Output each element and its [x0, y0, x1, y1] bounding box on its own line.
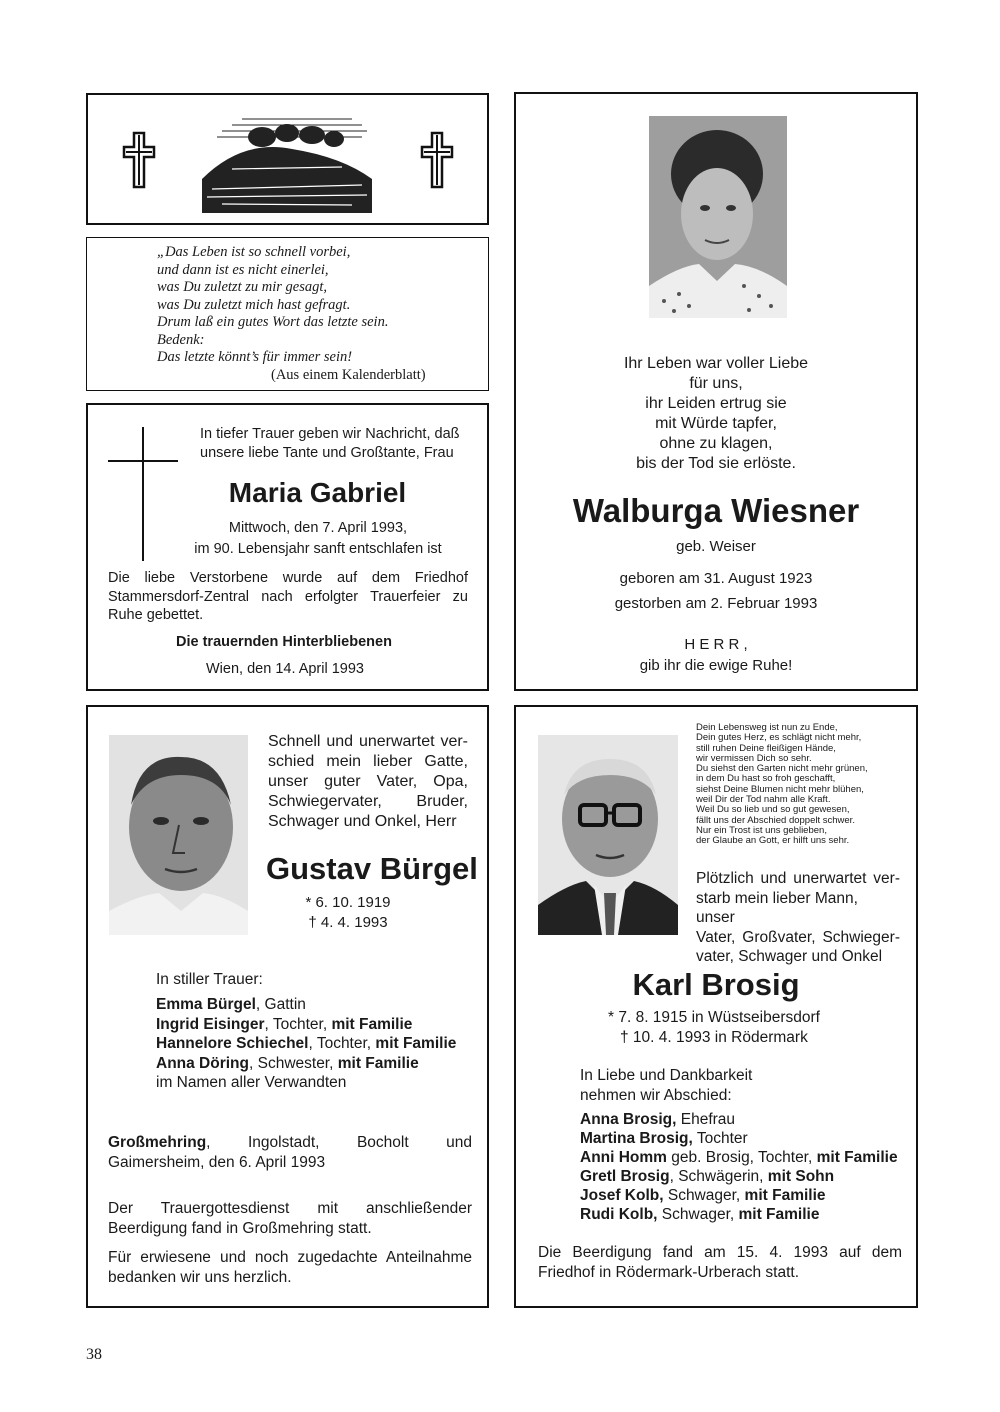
- thanks-text: Für erwiesene und noch zugedachte Anteilnahme bedanken wir uns herzlich.: [108, 1249, 472, 1286]
- mourner-relation: , Tochter,: [308, 1035, 376, 1052]
- mourners-list: [580, 1110, 898, 1224]
- poem-line: in dem Du hast so froh geschafft,: [696, 773, 836, 785]
- place-name: Großmehring: [108, 1134, 207, 1151]
- mourner-extra: mit Sohn: [767, 1168, 835, 1185]
- birth-date: geboren am 31. August 1923: [619, 570, 813, 587]
- brosig-dates: [608, 1008, 820, 1048]
- wiesner-verse: [516, 354, 916, 474]
- mourner-relation: Tochter: [692, 1130, 748, 1147]
- mourner-row: [580, 1186, 898, 1205]
- mourner-name: Anni Homm: [580, 1149, 667, 1166]
- maiden-name: geb. Weiser: [676, 538, 756, 555]
- portrait-image: [649, 116, 787, 318]
- mourner-extra: mit Familie: [738, 1206, 820, 1223]
- cross-icon: [420, 131, 454, 189]
- verse-line: ohne zu klagen,: [659, 435, 773, 452]
- mourner-name: Josef Kolb,: [580, 1187, 664, 1204]
- poem-line: Du siehst den Garten nicht mehr grünen,: [696, 763, 868, 775]
- intro-line: vater, Schwager und Onkel: [696, 948, 883, 965]
- mourning-title: In stiller Trauer:: [156, 971, 263, 988]
- place-rest: , Ingolstadt, Bocholt und Gaimersheim, den 6. April 1993: [108, 1134, 472, 1171]
- farewell: [580, 1066, 752, 1105]
- verse-line: mit Würde tapfer,: [655, 415, 777, 432]
- landscape-engraving: [202, 109, 372, 213]
- death-date: † 10. 4. 1993 in Rödermark: [620, 1029, 808, 1046]
- intro-line: Vater, Großvater, Schwieger-: [696, 928, 900, 946]
- prayer-line: H E R R ,: [684, 636, 748, 653]
- death-date: gestorben am 2. Februar 1993: [614, 595, 818, 612]
- mourner-relation: Schwager,: [657, 1206, 739, 1223]
- cross-horizontal-line: [108, 460, 178, 462]
- mourner-row: [156, 1054, 456, 1074]
- poem-line: und dann ist es nicht einerlei,: [157, 261, 329, 278]
- mourner-extra: mit Familie: [744, 1187, 826, 1204]
- mourner-name: Gretl Brosig: [580, 1168, 670, 1185]
- mourner-row: [580, 1205, 898, 1224]
- poem-text: [157, 244, 388, 367]
- mourner-name: Emma Bürgel: [156, 996, 256, 1013]
- poem-line: Dein gutes Herz, es schlägt nicht mehr,: [696, 732, 862, 744]
- place-date: Wien, den 14. April 1993: [206, 661, 364, 677]
- mourner-row: [580, 1167, 898, 1186]
- mourner-row: [156, 1015, 456, 1035]
- date-line: im 90. Lebensjahr sanft entschlafen ist: [194, 541, 442, 557]
- intro-line: starb mein lieber Mann, unser: [696, 889, 858, 926]
- poem-line: fällt uns der Abschied doppelt schwer.: [696, 814, 855, 826]
- intro-line: Schnell und unerwartet ver-: [268, 733, 468, 750]
- portrait-photo: [109, 735, 248, 935]
- header-box: [86, 93, 489, 225]
- buergel-intro: [268, 732, 468, 832]
- mourner-relation: , Schwägerin,: [669, 1168, 768, 1185]
- mourners-list: [156, 995, 456, 1093]
- mourner-name: Ingrid Eisinger: [156, 1015, 265, 1033]
- poem-line: Dein Lebensweg ist nun zu Ende,: [696, 722, 838, 733]
- intro-line: Schwager und Onkel, Herr: [268, 813, 457, 830]
- mourner-relation: , Tochter,: [264, 1015, 332, 1033]
- intro-line: In tiefer Trauer geben wir Nachricht, daß: [200, 426, 460, 442]
- deceased-name: Gustav Bürgel: [266, 851, 478, 886]
- relatives-line: im Namen aller Verwandten: [156, 1074, 347, 1091]
- brosig-poem: [696, 723, 868, 847]
- mourner-name: Anna Döring: [156, 1054, 249, 1072]
- farewell-line: nehmen wir Abschied:: [580, 1086, 732, 1104]
- mourner-relation: Ehefrau: [676, 1111, 736, 1128]
- poem-line: weil Dir der Tod nahm alle Kraft.: [696, 794, 831, 806]
- poem-line: Nur ein Trost ist uns geblieben,: [696, 824, 827, 836]
- mourner-row: [580, 1148, 898, 1167]
- mourner-name: Hannelore Schiechel: [156, 1035, 309, 1052]
- poem-line: still ruhen Deine fleißigen Hände,: [696, 742, 836, 754]
- mourner-name: Rudi Kolb,: [580, 1206, 658, 1223]
- verse-line: für uns,: [689, 375, 743, 392]
- obituary-buergel: [86, 705, 489, 1308]
- deceased-name: Maria Gabriel: [228, 477, 407, 508]
- mourner-extra: mit Familie: [375, 1035, 457, 1052]
- death-date: † 4. 4. 1993: [308, 914, 388, 931]
- poem-line: was Du zuletzt mich hast gefragt.: [157, 296, 351, 313]
- poem-line: Das letzte könnt’s für immer sein!: [157, 349, 353, 365]
- portrait-photo: [538, 735, 678, 935]
- poem-line: der Glaube an Gott, er hilft uns sehr.: [696, 835, 850, 847]
- buergel-dates: [288, 893, 408, 933]
- mourner-name: Martina Brosig,: [580, 1130, 693, 1147]
- mourner-relation: , Schwester,: [249, 1054, 338, 1072]
- poem-source: (Aus einem Kalenderblatt): [271, 367, 426, 383]
- intro-line: Schwiegervater, Bruder,: [268, 793, 468, 810]
- prayer: [516, 634, 916, 676]
- mourner-extra: mit Familie: [331, 1015, 413, 1033]
- intro-line: unser guter Vater, Opa,: [268, 773, 468, 790]
- poem-box: [86, 237, 489, 391]
- mourner-row: [580, 1110, 898, 1129]
- mourner-extra: mit Familie: [816, 1149, 898, 1166]
- intro-line: schied mein lieber Gatte,: [268, 753, 468, 770]
- birth-date: * 6. 10. 1919: [305, 894, 391, 911]
- burial-text: Die liebe Verstorbene wurde auf dem Friedhof Stammersdorf-Zentral nach erfolgter Trauerfeier zu Ruhe gebettet.: [108, 570, 468, 623]
- mourner-row: [580, 1129, 898, 1148]
- brosig-intro: [696, 869, 900, 967]
- poem-line: wir vermissen Dich so sehr.: [696, 752, 812, 764]
- page-number: 38: [86, 1346, 102, 1363]
- verse-line: bis der Tod sie erlöste.: [636, 455, 796, 472]
- mourner-row: [156, 1034, 456, 1054]
- mourner-name: Anna Brosig,: [580, 1111, 677, 1128]
- deceased-name: Walburga Wiesner: [572, 492, 860, 529]
- poem-line: siehst Deine Blumen nicht mehr blühen,: [696, 783, 864, 795]
- burial-text: Die Beerdigung fand am 15. 4. 1993 auf dem Friedhof in Rödermark-Urberach statt.: [538, 1244, 902, 1281]
- place-date: [108, 1133, 472, 1173]
- portrait-image: [538, 735, 678, 935]
- portrait-photo: [649, 116, 787, 318]
- intro-line: Plötzlich und unerwartet ver-: [696, 870, 900, 887]
- mourner-extra: mit Familie: [337, 1054, 419, 1072]
- service-text: Der Trauergottesdienst mit anschließender Beerdigung fand in Großmehring statt.: [108, 1200, 472, 1237]
- mourner-row: [156, 995, 456, 1015]
- portrait-image: [109, 735, 248, 935]
- mourner-relation: Schwager,: [663, 1187, 745, 1204]
- obituary-wiesner: [514, 92, 918, 691]
- deceased-name: Karl Brosig: [632, 967, 800, 1002]
- mourner-relation: , Gattin: [255, 996, 306, 1013]
- prayer-line: gib ihr die ewige Ruhe!: [639, 657, 793, 674]
- birth-date: * 7. 8. 1915 in Wüstseibersdorf: [608, 1009, 820, 1026]
- poem-line: Drum laß ein gutes Wort das letzte sein.: [157, 314, 389, 330]
- poem-line: was Du zuletzt zu mir gesagt,: [157, 279, 327, 295]
- poem-line: Weil Du so lieb und so gut gewesen,: [696, 804, 850, 816]
- farewell-line: In Liebe und Dankbarkeit: [580, 1067, 753, 1084]
- gabriel-intro: [200, 425, 460, 463]
- cross-icon: [122, 131, 156, 189]
- intro-line: unsere liebe Tante und Großtante, Frau: [200, 445, 454, 461]
- poem-line: „Das Leben ist so schnell vorbei,: [157, 244, 351, 260]
- mourners-line: Die trauernden Hinterbliebenen: [176, 634, 392, 650]
- cross-vertical-line: [142, 427, 144, 561]
- mourner-relation: geb. Brosig, Tochter,: [666, 1149, 817, 1166]
- obituary-brosig: [514, 705, 918, 1308]
- poem-line: Bedenk:: [157, 331, 205, 348]
- verse-line: ihr Leiden ertrug sie: [645, 395, 787, 412]
- obituary-gabriel: [86, 403, 489, 691]
- gabriel-dates: [188, 518, 448, 560]
- date-line: Mittwoch, den 7. April 1993,: [228, 520, 408, 536]
- verse-line: Ihr Leben war voller Liebe: [623, 355, 809, 372]
